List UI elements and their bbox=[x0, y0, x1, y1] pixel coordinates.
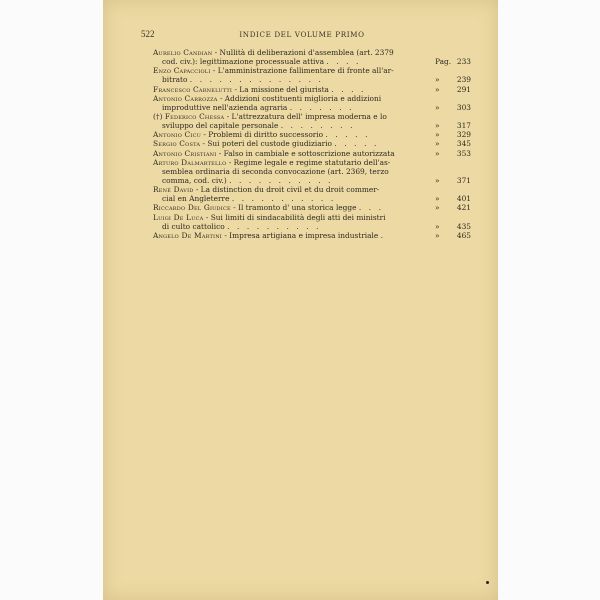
leader-dots: . . . . bbox=[326, 57, 362, 67]
entry-page: 317 bbox=[456, 121, 471, 131]
entry-author: Angelo De Martini bbox=[153, 230, 222, 240]
entry-title: - Addizioni costituenti miglioria e addizioni bbox=[217, 93, 382, 103]
toc-entry bbox=[153, 85, 471, 94]
entry-title: - Impresa artigiana e impresa industriale bbox=[221, 230, 379, 240]
entry-title-continued: improduttive nell'azienda agraria bbox=[162, 102, 288, 112]
entry-page: 345 bbox=[456, 139, 471, 149]
toc-entry bbox=[153, 149, 471, 158]
entry-author: Aurelio Candian bbox=[153, 48, 213, 57]
toc-entry bbox=[153, 213, 471, 231]
entry-page: 303 bbox=[456, 102, 471, 112]
entry-title: - Nullità di deliberazioni d'assemblea (art. 2379 bbox=[212, 48, 394, 57]
entry-title: - Sui poteri del custode giudiziario bbox=[200, 139, 333, 149]
entry-title: - Regime legale e regime statutario dell'as- bbox=[226, 157, 391, 167]
entry-title-continued: semblea ordinaria di seconda convocazione (art. 2369, terzo bbox=[162, 166, 389, 176]
page-marker: » bbox=[435, 203, 440, 213]
page-marker: » bbox=[435, 175, 440, 185]
entry-author: Federico Chessa bbox=[164, 111, 225, 121]
toc-entry bbox=[153, 94, 471, 112]
page-header bbox=[141, 29, 463, 43]
leader-dots: . bbox=[380, 230, 386, 240]
toc-entry bbox=[153, 112, 471, 130]
toc-entry bbox=[153, 139, 471, 148]
entry-page: 291 bbox=[456, 84, 471, 94]
leader-dots: . . . . . bbox=[334, 139, 379, 149]
running-title: INDICE DEL VOLUME PRIMO bbox=[239, 30, 365, 39]
page-marker: » bbox=[435, 75, 440, 85]
entry-page: 233 bbox=[456, 57, 471, 67]
entry-page: 421 bbox=[456, 203, 471, 213]
page-marker: » bbox=[435, 121, 440, 131]
toc-entry bbox=[153, 48, 471, 66]
entry-page: 329 bbox=[456, 130, 471, 140]
leader-dots: . . . . . . . . . . . bbox=[229, 175, 334, 185]
toc-entry bbox=[153, 158, 471, 185]
entry-author: Riccardo Del Giudice bbox=[153, 203, 231, 213]
leader-dots: . . . . . bbox=[325, 130, 371, 140]
entry-page: 239 bbox=[456, 75, 471, 85]
leader-dots: . . . . . . . . . . . bbox=[231, 194, 336, 204]
table-of-contents bbox=[153, 48, 471, 240]
deceased-marker: (†) bbox=[153, 111, 165, 121]
page-marker: » bbox=[435, 230, 440, 240]
entry-page: 371 bbox=[456, 175, 471, 185]
entry-title-continued: cial en Angleterre bbox=[162, 194, 230, 204]
leader-dots: . . . . . . . . . . bbox=[227, 221, 322, 231]
entry-author: Antonio Cicu bbox=[153, 130, 202, 140]
entry-title: - Problemi di diritto successorio bbox=[201, 130, 324, 140]
page-marker: » bbox=[435, 148, 440, 158]
entry-title: - L'attrezzatura dell' impresa moderna e lo bbox=[224, 111, 387, 121]
page-marker: » bbox=[435, 221, 440, 231]
entry-title: - L'amministrazione fallimentare di fronte all'ar- bbox=[210, 66, 394, 76]
entry-author: René David bbox=[153, 185, 194, 195]
entry-title: - La missione del giurista bbox=[232, 84, 329, 94]
leader-dots: . . . . . . . . bbox=[280, 121, 356, 131]
entry-title-continued: bitrato bbox=[162, 75, 188, 85]
entry-page: 465 bbox=[456, 230, 471, 240]
page-marker: Pag. bbox=[435, 57, 452, 67]
page-marker: » bbox=[435, 84, 440, 94]
leader-dots: . . . . . . . . . . . . . . bbox=[189, 75, 324, 85]
entry-author: Antonio Carrozza bbox=[153, 93, 218, 103]
entry-author: Arturo Dalmartello bbox=[153, 157, 227, 167]
entry-author: Antonio Cristiani bbox=[153, 148, 217, 158]
entry-title: - La distinction du droit civil et du droit commer- bbox=[193, 185, 380, 195]
toc-entry bbox=[153, 185, 471, 203]
toc-entry bbox=[153, 66, 471, 84]
entry-author: Luigi De Luca bbox=[153, 212, 204, 222]
entry-title-continued: sviluppo del capitale personale bbox=[162, 121, 279, 131]
page-number: 522 bbox=[141, 29, 155, 39]
entry-title-continued: cod. civ.): legittimazione processuale attiva bbox=[162, 57, 324, 67]
entry-page: 401 bbox=[456, 194, 471, 204]
page-marker: » bbox=[435, 194, 440, 204]
leader-dots: . . . . bbox=[331, 84, 366, 94]
ink-speck bbox=[486, 581, 489, 584]
toc-entry bbox=[153, 203, 471, 212]
toc-entry bbox=[153, 130, 471, 139]
entry-title: - Sui limiti di sindacabilità degli atti dei ministri bbox=[203, 212, 386, 222]
book-page bbox=[103, 0, 498, 600]
entry-author: Francesco Carnelutti bbox=[153, 84, 233, 94]
entry-page: 353 bbox=[456, 148, 471, 158]
toc-entry bbox=[153, 231, 471, 240]
page-marker: » bbox=[435, 130, 440, 140]
entry-title-continued: di culto cattolico bbox=[162, 221, 225, 231]
leader-dots: . . . . . . . bbox=[289, 102, 355, 112]
entry-title: - Il tramonto d' una storica legge bbox=[230, 203, 357, 213]
page-marker: » bbox=[435, 139, 440, 149]
entry-title-continued: comma, cod. civ.) bbox=[162, 175, 227, 185]
entry-author: Enzo Capaccioli bbox=[153, 66, 211, 76]
entry-author: Sergio Costa bbox=[153, 139, 201, 149]
entry-page: 435 bbox=[456, 221, 471, 231]
page-marker: » bbox=[435, 102, 440, 112]
leader-dots: . . . bbox=[358, 203, 384, 213]
entry-title: - Falso in cambiale e sottoscrizione autorizzata bbox=[216, 148, 395, 158]
